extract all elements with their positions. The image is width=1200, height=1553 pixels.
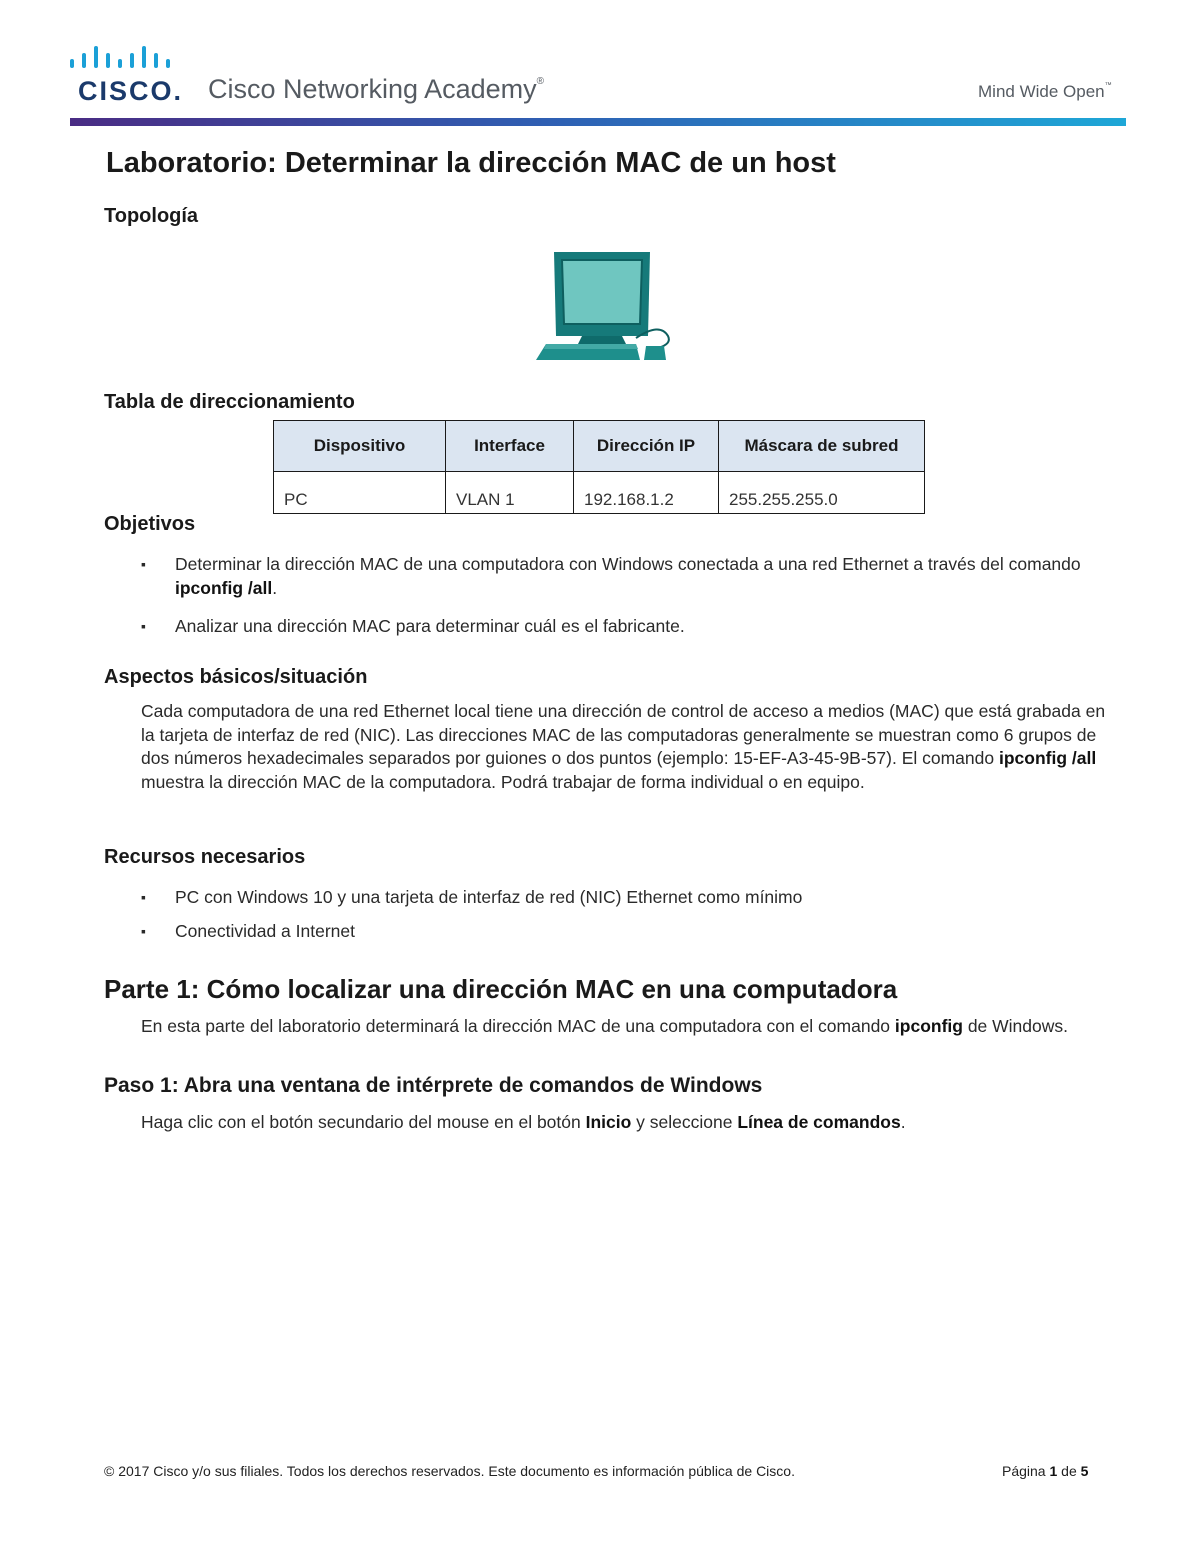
page-number: Página 1 de 5 — [1002, 1463, 1089, 1479]
pc-computer-icon — [532, 248, 672, 364]
column-header: Dirección IP — [574, 421, 719, 472]
table-row — [274, 472, 925, 514]
bullet-icon: ▪ — [141, 618, 146, 634]
list-item: ▪ PC con Windows 10 y una tarjeta de interfaz de red (NIC) Ethernet como mínimo — [141, 887, 803, 907]
academy-name: Cisco Networking Academy® — [208, 74, 545, 104]
bullet-icon: ▪ — [141, 923, 146, 939]
table-cell: PC — [274, 472, 446, 514]
column-header: Dispositivo — [274, 421, 446, 472]
list-item: ▪ Analizar una dirección MAC para determinar cuál es el fabricante. — [141, 616, 685, 636]
cisco-logo-wordmark: CISCO. — [78, 76, 184, 106]
header-rule — [70, 118, 1126, 126]
background-heading: Aspectos básicos/situación — [104, 666, 368, 688]
list-item: ▪ Determinar la dirección MAC de una computadora con Windows conectada a una red Ethernet a través del comando ipconfig /all. — [141, 554, 1081, 598]
addressing-table — [273, 420, 925, 514]
table-header-row — [274, 421, 925, 472]
step1-heading: Paso 1: Abra una ventana de intérprete de comandos de Windows — [104, 1074, 763, 1097]
resources-heading: Recursos necesarios — [104, 846, 306, 868]
background-paragraph: Cada computadora de una red Ethernet local tiene una dirección de control de acceso a medios (MAC) que está grabada en la tarjeta de interfaz de red (NIC). Las direcciones MAC de las computadoras generalmente se muestran como 6 grupos de dos números hexadecimales separados por guiones o dos puntos (ejemplo: 15-EF-A3-45-9B-57). El comando ipconfig /all muestra la dirección MAC de la computadora. Podrá trabajar de forma individual o en equipo. — [141, 701, 1106, 792]
part1-heading: Parte 1: Cómo localizar una dirección MAC en una computadora — [104, 974, 898, 1004]
column-header: Interface — [446, 421, 574, 472]
step1-paragraph: Haga clic con el botón secundario del mouse en el botón Inicio y seleccione Línea de comandos. — [141, 1112, 906, 1132]
cisco-logo-bars-icon — [68, 44, 180, 72]
footer-copyright: © 2017 Cisco y/o sus filiales. Todos los derechos reservados. Este documento es información pública de Cisco. — [104, 1463, 795, 1479]
page-title: Laboratorio: Determinar la dirección MAC de un host — [106, 147, 836, 179]
table-cell: 192.168.1.2 — [574, 472, 719, 514]
bullet-icon: ▪ — [141, 556, 146, 572]
bullet-icon: ▪ — [141, 889, 146, 905]
column-header: Máscara de subred — [719, 421, 925, 472]
table-cell: VLAN 1 — [446, 472, 574, 514]
tagline: Mind Wide Open™ — [978, 82, 1112, 101]
list-item: ▪ Conectividad a Internet — [141, 921, 355, 941]
table-cell: 255.255.255.0 — [719, 472, 925, 514]
addressing-heading: Tabla de direccionamiento — [104, 391, 355, 413]
topology-heading: Topología — [104, 205, 199, 227]
part1-paragraph: En esta parte del laboratorio determinará la dirección MAC de una computadora con el comando ipconfig de Windows. — [141, 1016, 1068, 1036]
objectives-heading: Objetivos — [104, 513, 196, 535]
